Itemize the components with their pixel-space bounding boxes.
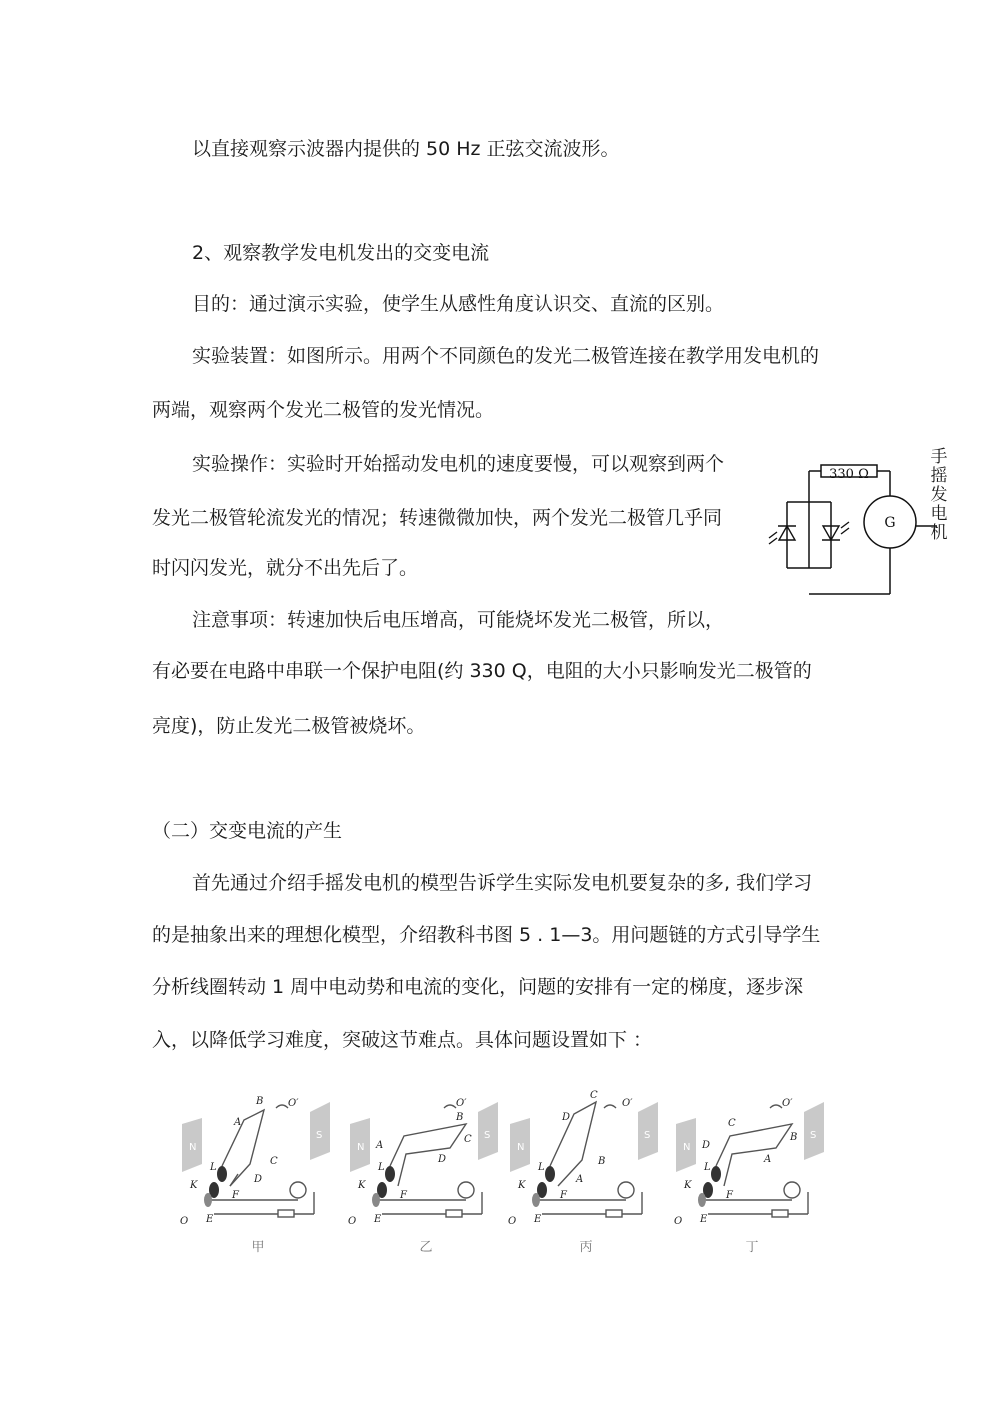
svg-text:A: A [376, 1140, 384, 1151]
caption-yi: 乙 [419, 1240, 433, 1255]
svg-text:C: C [728, 1118, 736, 1129]
svg-text:A: A [234, 1117, 242, 1128]
paragraph-setup-line1: 实验装置：如图所示。用两个不同颜色的发光二极管连接在教学用发电机的 [192, 345, 820, 367]
svg-text:D: D [562, 1112, 571, 1123]
svg-text:B: B [256, 1096, 264, 1107]
svg-text:C: C [270, 1156, 278, 1167]
caption-jia: 甲 [251, 1240, 265, 1255]
resistor-label: 330 Ω [829, 467, 869, 482]
svg-text:O′: O′ [288, 1098, 299, 1109]
generator-label: G [884, 515, 896, 531]
hand-generator-label: 手 摇 发 电 机 [930, 447, 948, 543]
svg-text:N: N [517, 1142, 525, 1153]
paragraph-intro-line1: 首先通过介绍手摇发电机的模型告诉学生实际发电机要复杂的多, 我们学习 [192, 872, 813, 894]
svg-text:L: L [538, 1162, 545, 1173]
svg-text:N: N [357, 1142, 365, 1153]
svg-text:F: F [560, 1190, 567, 1201]
svg-text:O′: O′ [782, 1098, 793, 1109]
svg-text:N: N [189, 1142, 197, 1153]
paragraph-setup-line2: 两端，观察两个发光二极管的发光情况。 [152, 399, 495, 421]
svg-text:F: F [726, 1190, 733, 1201]
svg-text:B: B [456, 1112, 464, 1123]
svg-text:K: K [684, 1180, 692, 1191]
paragraph-notes-line2: 有必要在电路中串联一个保护电阻(约 330 Q，电阻的大小只影响发光二极管的 [152, 660, 812, 682]
svg-text:A: A [764, 1154, 772, 1165]
paragraph-notes-line1: 注意事项：转速加快后电压增高，可能烧坏发光二极管，所以， [192, 609, 725, 631]
figure-panel-ding [672, 1090, 832, 1235]
section-heading-2: 2、观察教学发电机发出的交变电流 [192, 242, 490, 264]
svg-text:O′: O′ [622, 1098, 633, 1109]
svg-text:N: N [683, 1142, 691, 1153]
svg-text:D: D [702, 1140, 711, 1151]
svg-text:O′: O′ [456, 1098, 467, 1109]
svg-text:O: O [508, 1216, 517, 1227]
paragraph-intro-line2: 的是抽象出来的理想化模型，介绍教科书图 5 . 1—3。用问题链的方式引导学生 [152, 924, 821, 946]
svg-text:O: O [674, 1216, 683, 1227]
paragraph-oscilloscope: 以直接观察示波器内提供的 50 Hz 正弦交流波形。 [192, 138, 620, 160]
svg-text:S: S [484, 1130, 491, 1141]
led-circuit-diagram [765, 448, 955, 600]
figure-panel-yi [346, 1090, 506, 1235]
svg-text:L: L [210, 1162, 217, 1173]
svg-text:E: E [534, 1214, 542, 1225]
paragraph-intro-line3: 分析线圈转动 1 周中电动势和电流的变化，问题的安排有一定的梯度，逐步深 [152, 976, 804, 998]
svg-text:D: D [438, 1154, 447, 1165]
svg-text:F: F [232, 1190, 239, 1201]
svg-text:C: C [590, 1090, 598, 1101]
paragraph-operation-line3: 时闪闪发光，就分不出先后了。 [152, 557, 419, 579]
paragraph-notes-line3: 亮度)，防止发光二极管被烧坏。 [152, 715, 426, 737]
paragraph-intro-line4: 入，以降低学习难度，突破这节难点。具体问题设置如下 ： [152, 1029, 653, 1051]
paragraph-purpose: 目的：通过演示实验，使学生从感性角度认识交、直流的区别。 [192, 293, 725, 315]
svg-text:O: O [348, 1216, 357, 1227]
svg-text:A: A [576, 1174, 584, 1185]
svg-text:B: B [790, 1132, 798, 1143]
svg-text:S: S [316, 1130, 323, 1141]
paragraph-operation-line1: 实验操作：实验时开始摇动发电机的速度要慢，可以观察到两个 [192, 453, 725, 475]
svg-text:E: E [206, 1214, 214, 1225]
caption-bing: 丙 [579, 1240, 593, 1255]
svg-text:E: E [374, 1214, 382, 1225]
led-1 [769, 526, 796, 544]
section-heading-generation: （二）交变电流的产生 [152, 820, 343, 842]
svg-text:K: K [190, 1180, 198, 1191]
figure-panel-bing [506, 1090, 666, 1235]
svg-text:D: D [254, 1174, 263, 1185]
svg-text:C: C [464, 1134, 472, 1145]
svg-text:L: L [378, 1162, 385, 1173]
svg-text:O: O [180, 1216, 189, 1227]
led-2 [822, 522, 849, 540]
svg-text:E: E [700, 1214, 708, 1225]
svg-text:L: L [704, 1162, 711, 1173]
paragraph-operation-line2: 发光二极管轮流发光的情况；转速微微加快，两个发光二极管几乎同 [152, 507, 723, 529]
svg-text:B: B [598, 1156, 606, 1167]
svg-text:S: S [810, 1130, 817, 1141]
svg-text:K: K [358, 1180, 366, 1191]
caption-ding: 丁 [745, 1240, 759, 1255]
svg-text:S: S [644, 1130, 651, 1141]
svg-text:K: K [518, 1180, 526, 1191]
figure-panel-jia [178, 1090, 338, 1235]
svg-text:F: F [400, 1190, 407, 1201]
